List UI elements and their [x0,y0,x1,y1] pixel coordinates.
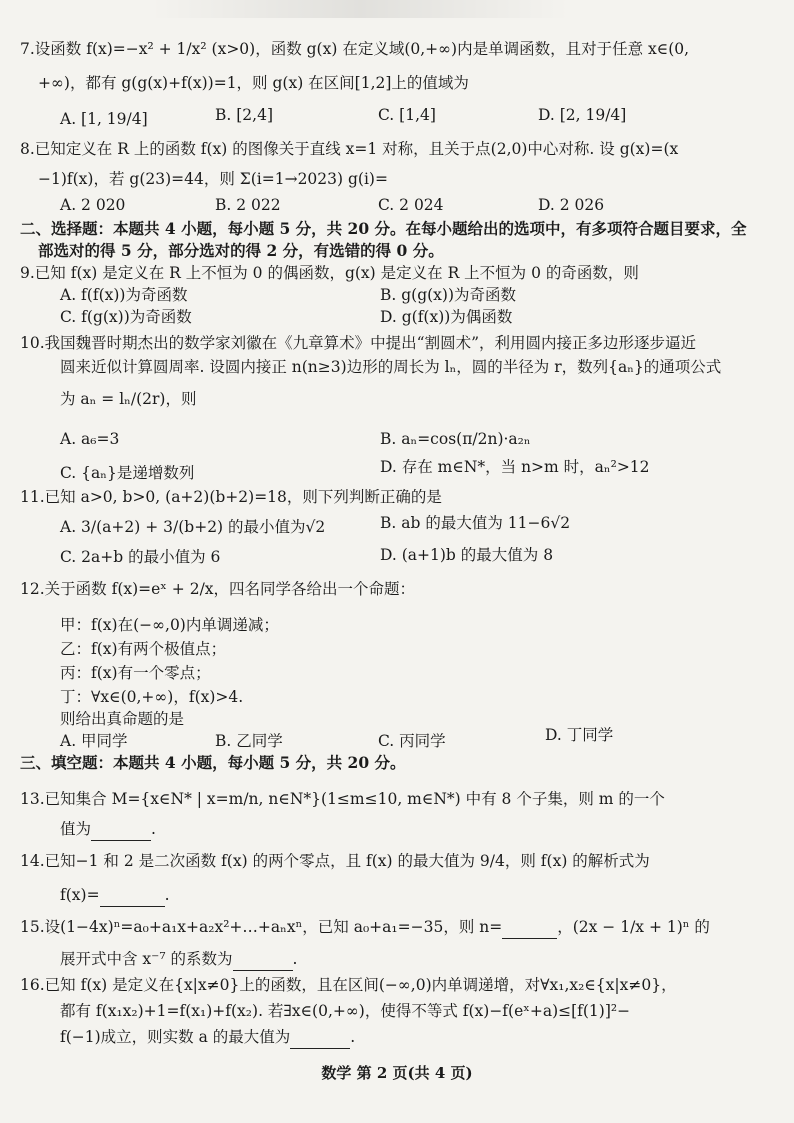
q15-line1b-text: ，(2x − 1/x + 1)ⁿ 的 [557,918,710,936]
section3-heading: 三、填空题：本题共 4 小题，每小题 5 分，共 20 分。 [20,753,406,772]
q10-option-b: B. aₙ=cos(π/2n)·a₂ₙ [380,430,531,448]
q7-line2: +∞)，都有 g(g(x)+f(x))=1，则 g(x) 在区间[1,2]上的值域为 [38,74,469,92]
q12-prop-3: 丙：f(x)有一个零点； [60,664,211,682]
q8-line1: 8.已知定义在 R 上的函数 f(x) 的图像关于直线 x=1 对称，且关于点(2,0)中心对称. 设 g(x)=(x [20,140,679,158]
q13-line1: 13.已知集合 M={x∈N* | x=m/n, n∈N*}(1≤m≤10, m∈N*) 中有 8 个子集，则 m 的一个 [20,790,665,808]
q14-line2: f(x)= . [60,884,170,907]
q16-line3: f(−1)成立，则实数 a 的最大值为 . [60,1026,355,1049]
q10-option-a: A. a₆=3 [60,430,120,448]
q10-option-c: C. {aₙ}是递增数列 [60,464,195,482]
q15-coef-blank[interactable] [233,948,293,971]
q10-line1: 10.我国魏晋时期杰出的数学家刘徽在《九章算术》中提出“割圆术”，利用圆内接正多边形逐步逼近 [20,334,697,352]
q12-option-d: D. 丁同学 [545,726,614,744]
q7-option-c: C. [1,4] [378,106,436,124]
q9-option-c: C. f(g(x))为奇函数 [60,308,192,326]
q14-answer-blank[interactable] [100,884,165,907]
q12-prop-1: 甲：f(x)在(−∞,0)内单调递减； [60,616,279,634]
q11-option-a: A. 3/(a+2) + 3/(b+2) 的最小值为√2 [60,518,326,536]
q11-option-b: B. ab 的最大值为 11−6√2 [380,514,571,532]
page-footer: 数学 第 2 页(共 4 页) [321,1064,473,1082]
q15-line1 [20,916,710,939]
q16-line1: 16.已知 f(x) 是定义在{x|x≠0}上的函数，且在区间(−∞,0)内单调递增，对∀x₁,x₂∈{x|x≠0}， [20,976,677,994]
q16-answer-blank[interactable] [290,1026,350,1049]
q8-option-b: B. 2 022 [215,196,281,214]
q12-option-c: C. 丙同学 [378,732,446,750]
q12-line1: 12.关于函数 f(x)=eˣ + 2/x，四名同学各给出一个命题： [20,580,416,598]
q13-answer-blank[interactable] [91,818,151,841]
q11-option-c: C. 2a+b 的最小值为 6 [60,548,221,566]
q13-line2: 值为 . [60,818,156,841]
q11-option-d: D. (a+1)b 的最大值为 8 [380,546,554,564]
q15-line1-text: 15.设(1−4x)ⁿ=a₀+a₁x+a₂x²+…+aₙxⁿ，已知 a₀+a₁=−35，则 n= [20,918,503,936]
q11-line1: 11.已知 a>0, b>0, (a+2)(b+2)=18，则下列判断正确的是 [20,488,442,506]
q12-ask: 则给出真命题的是 [60,710,185,728]
q10-line2: 圆来近似计算圆周率. 设圆内接正 n(n≥3)边形的周长为 lₙ，圆的半径为 r，数列{aₙ}的通项公式 [60,358,722,376]
top-smudge [150,0,570,18]
section2-heading-cont: 部选对的得 5 分，部分选对的得 2 分，有选错的得 0 分。 [38,241,444,260]
q15-line2-text: 展开式中含 x⁻⁷ 的系数为 [60,950,233,968]
q9-line1: 9.已知 f(x) 是定义在 R 上不恒为 0 的偶函数，g(x) 是定义在 R 上不恒为 0 的奇函数，则 [20,264,639,282]
q14-line1: 14.已知−1 和 2 是二次函数 f(x) 的两个零点，且 f(x) 的最大值为 9/4，则 f(x) 的解析式为 [20,852,650,870]
q16-line3-text: f(−1)成立，则实数 a 的最大值为 [60,1028,291,1046]
q8-line2: −1)f(x)，若 g(23)=44，则 Σ(i=1→2023) g(i)= [38,170,388,188]
q12-prop-4: 丁：∀x∈(0,+∞)，f(x)>4. [60,688,244,706]
q9-option-b: B. g(g(x))为奇函数 [380,286,517,304]
q12-option-a: A. 甲同学 [60,732,128,750]
q13-line2-text: 值为 [60,820,92,838]
q8-option-d: D. 2 026 [538,196,605,214]
q14-line2-text: f(x)= [60,886,100,904]
q8-option-a: A. 2 020 [60,196,126,214]
q8-option-c: C. 2 024 [378,196,444,214]
q7-option-b: B. [2,4] [215,106,273,124]
q7-option-d: D. [2, 19/4] [538,106,627,124]
q16-line2: 都有 f(x₁x₂)+1=f(x₁)+f(x₂). 若∃x∈(0,+∞)，使得不等式 f(x)−f(eˣ+a)≤[f(1)]²− [60,1002,631,1020]
section2-heading: 二、选择题：本题共 4 小题，每小题 5 分，共 20 分。在每小题给出的选项中，有多项符合题目要求，全 [20,219,747,238]
q9-option-a: A. f(f(x))为奇函数 [60,286,188,304]
q12-prop-2: 乙：f(x)有两个极值点； [60,640,227,658]
q15-n-blank[interactable] [502,916,557,939]
q7-line1: 7.设函数 f(x)=−x² + 1/x² (x>0)，函数 g(x) 在定义域(0,+∞)内是单调函数，且对于任意 x∈(0, [20,40,690,58]
q7-option-a: A. [1, 19/4] [60,110,148,128]
q10-option-d: D. 存在 m∈N*，当 n>m 时，aₙ²>12 [380,458,650,476]
q10-line3: 为 aₙ = lₙ/(2r)，则 [60,390,197,408]
q12-option-b: B. 乙同学 [215,732,283,750]
q15-line2: 展开式中含 x⁻⁷ 的系数为 . [60,948,297,971]
q9-option-d: D. g(f(x))为偶函数 [380,308,513,326]
